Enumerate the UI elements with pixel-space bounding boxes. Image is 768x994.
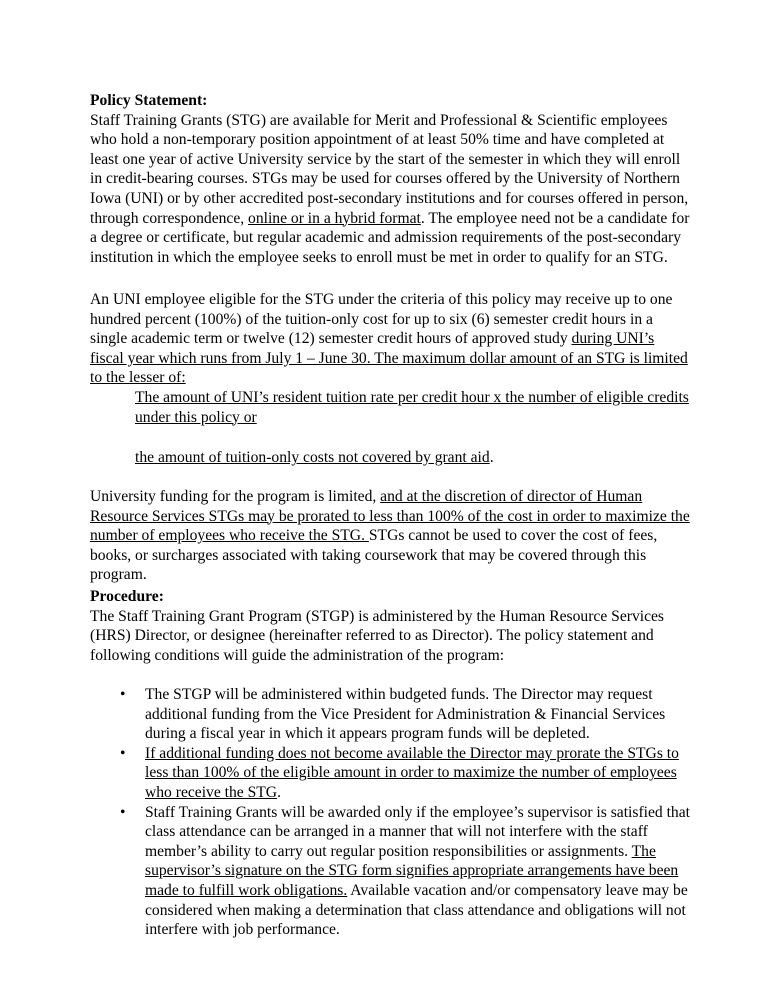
policy-statement-section xyxy=(90,91,690,267)
list-item: • The STGP will be administered within budgeted funds. The Director may request additional funding from the Vice President for Administration & Financial Services during a fiscal year in which it appears program funds will be depleted. xyxy=(120,686,666,743)
bullet-icon: • xyxy=(120,744,126,762)
procedure-section xyxy=(90,587,690,665)
policy-paragraph-1: Staff Training Grants (STG) are available for Merit and Professional & Scientific employees who hold a non-temporary position appointment of at least 50% time and have completed at least one year of active University service by the start of the semester in which they will enroll in credit-bearing courses. STGs may be used for courses offered by the University of Northern Iowa (UNI) or by other accredited post-secondary institutions and for courses offered in person, through correspondence, online or in a hybrid format. The employee need not be a candidate for a degree or certificate, but regular academic and admission requirements of the post-secondary institution in which the employee seeks to enroll must be met in order to qualify for an STG. xyxy=(90,111,690,266)
policy-paragraph-2: An UNI employee eligible for the STG under the criteria of this policy may receive up to one hundred percent (100%) of the tuition-only cost for up to six (6) semester credit hours in a single academic term or twelve (12) semester credit hours of approved study during UNI’s fiscal year which runs from July 1 – June 30. The maximum dollar amount of an STG is limited to the lesser of: xyxy=(90,291,688,387)
policy-statement-heading: Policy Statement: xyxy=(90,92,208,109)
indented-item-2: the amount of tuition-only costs not covered by grant aid. xyxy=(135,449,494,466)
list-item: • Staff Training Grants will be awarded only if the employee’s supervisor is satisfied that class attendance can be arranged in a manner that will not interfere with the staff member’s ability to carry out regular position responsibilities or assignments. The supervisor’s signature on the STG form signifies appropriate arrangements have been made to fulfill work obligations. Available vacation and/or compensatory leave may be considered when making a determination that class attendance and obligations will not interfere with job performance. xyxy=(120,803,690,939)
procedure-paragraph-1: The Staff Training Grant Program (STGP) is administered by the Human Resource Services (HRS) Director, or designee (hereinafter referred to as Director). The policy statement and following conditions will guide the administration of the program: xyxy=(90,607,664,664)
indented-item-1: The amount of UNI’s resident tuition rate per credit hour x the number of eligible credits under this policy or xyxy=(135,389,689,426)
list-item: • If additional funding does not become available the Director may prorate the STGs to less than 100% of the eligible amount in order to maximize the number of employees who receive the STG. xyxy=(120,744,679,801)
bullet-icon: • xyxy=(120,803,126,821)
procedure-bullet-list xyxy=(117,685,690,940)
bullet-icon: • xyxy=(120,686,126,703)
policy-paragraph-3: University funding for the program is limited, and at the discretion of director of Human Resource Services STGs may be prorated to less than 100% of the cost in order to maximize the number of employees who receive the STG. STGs cannot be used to cover the cost of fees, books, or surcharges associated with taking coursework that may be covered through this program. xyxy=(90,488,690,584)
procedure-heading: Procedure: xyxy=(90,588,164,605)
